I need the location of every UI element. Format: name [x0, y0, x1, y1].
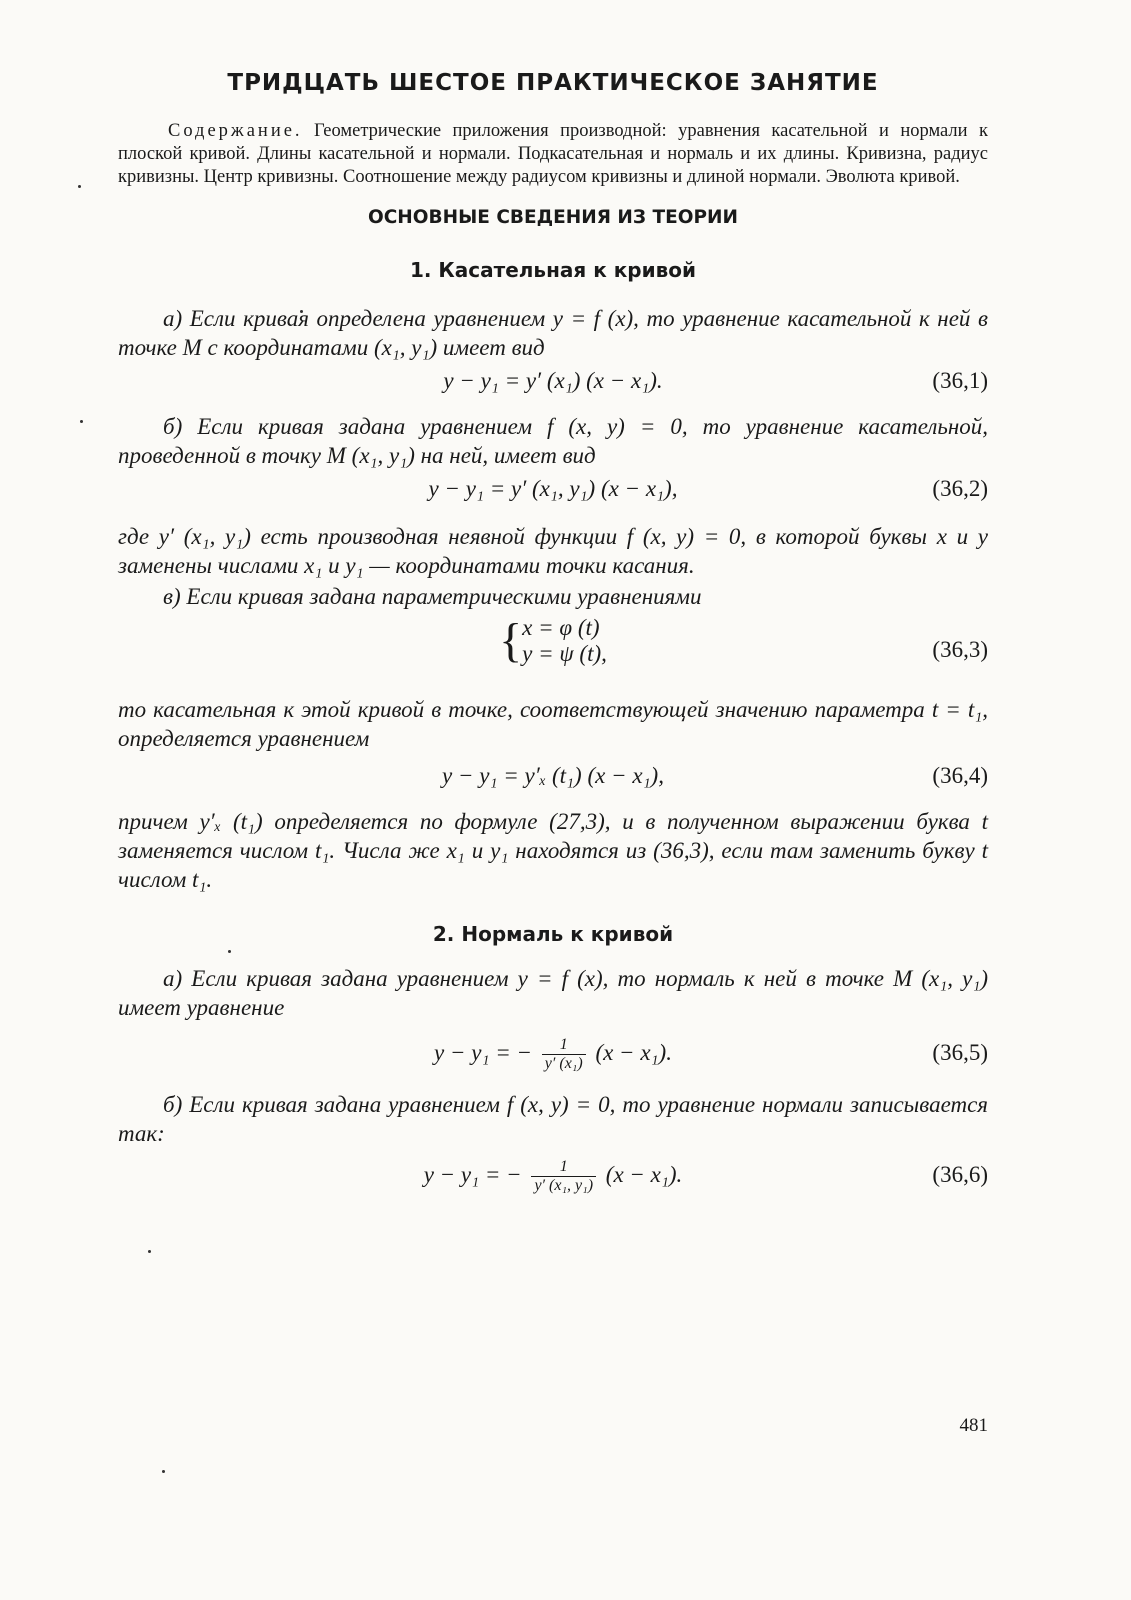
- formula-36-6-right: (x − x₁).: [605, 1161, 683, 1187]
- equation-36-4: [118, 757, 988, 807]
- page-number: 481: [959, 1415, 988, 1436]
- paragraph-1c: в) Если кривая задана параметрическими уравнениями: [163, 584, 702, 609]
- paragraph-1-then: то касательная к этой кривой в точке, соответствующей значению параметра t = t₁, определяется уравнением: [118, 697, 988, 751]
- book-page: [118, 70, 988, 1214]
- formula-36-5-left: y − y₁ = −: [434, 1039, 533, 1065]
- fraction-36-6-denominator: y′ (x₁, y₁): [534, 1177, 594, 1194]
- paragraph-1-where: где y′ (x₁, y₁) есть производная неявной функции f (x, y) = 0, в которой буквы x и y заменены числами x₁ и y₁ — координатами точки касания.: [118, 524, 988, 578]
- fraction-36-5: [542, 1036, 586, 1073]
- system-line-1: x = φ (t): [522, 615, 600, 640]
- equation-36-6: [118, 1148, 988, 1214]
- paragraph-1a: а) Если кривая определена уравнением y = f (x), то уравнение касательной к ней в точке M с координатами (x₁, y₁) имеет вид: [118, 306, 988, 360]
- formula-36-3: [118, 615, 988, 667]
- summary-label: Содержание.: [168, 121, 303, 141]
- equation-36-2: [118, 470, 988, 514]
- system-line-2: y = ψ (t),: [522, 641, 607, 666]
- formula-36-5-right: (x − x₁).: [595, 1039, 672, 1065]
- subsection-1-title: 1. Касательная к кривой: [409, 258, 697, 282]
- speck: [148, 1250, 151, 1253]
- paragraph-2b: б) Если кривая задана уравнением f (x, y) = 0, то уравнение нормали записывается так:: [118, 1092, 988, 1146]
- paragraph-2a: а) Если кривая задана уравнением y = f (x), то нормаль к ней в точке M (x₁, y₁) имеет уравнение: [118, 966, 988, 1020]
- fraction-36-6: [531, 1158, 596, 1195]
- summary-text: Геометрические приложения производной: уравнения касательной и нормали к плоской кривой. Длины касательной и нормали. Подкасательная и нормаль и их длины. Кривизна, радиус кривизны. Центр кривизны. Соотношение между радиусом кривизны и длиной нормали. Эволюта кривой.: [118, 121, 988, 187]
- subsection-2-title: 2. Нормаль к кривой: [432, 922, 674, 946]
- equation-36-5: [118, 1022, 988, 1088]
- formula-36-5: [118, 1036, 988, 1073]
- section-title: ОСНОВНЫЕ СВЕДЕНИЯ ИЗ ТЕОРИИ: [368, 207, 738, 228]
- equation-number-36-2: (36,2): [932, 476, 988, 501]
- speck: [78, 185, 81, 188]
- chapter-title: ТРИДЦАТЬ ШЕСТОЕ ПРАКТИЧЕСКОЕ ЗАНЯТИЕ: [227, 70, 879, 96]
- equation-system: [522, 615, 607, 667]
- equation-number-36-5: (36,5): [932, 1040, 988, 1065]
- equation-36-1: [118, 362, 988, 406]
- summary: [118, 120, 988, 189]
- formula-36-4: y − y₁ = y′ₓ (t₁) (x − x₁),: [442, 763, 664, 788]
- formula-36-1: y − y₁ = y′ (x₁) (x − x₁).: [443, 368, 663, 393]
- fraction-36-6-numerator: 1: [531, 1158, 596, 1177]
- formula-36-2: y − y₁ = y′ (x₁, y₁) (x − x₁),: [428, 476, 678, 501]
- paragraph-1b: б) Если кривая задана уравнением f (x, y) = 0, то уравнение касательной, проведенной в точку M (x₁, y₁) на ней, имеет вид: [118, 414, 988, 468]
- speck: [162, 1470, 165, 1473]
- formula-36-6: [118, 1158, 988, 1195]
- equation-number-36-4: (36,4): [932, 763, 988, 788]
- equation-number-36-6: (36,6): [932, 1162, 988, 1187]
- speck: [80, 420, 83, 423]
- equation-number-36-3: (36,3): [932, 637, 988, 662]
- brace-symbol: {: [499, 614, 523, 667]
- fraction-36-5-numerator: 1: [542, 1036, 586, 1055]
- fraction-36-5-denominator: y′ (x₁): [544, 1055, 583, 1072]
- equation-number-36-1: (36,1): [932, 368, 988, 393]
- formula-36-6-left: y − y₁ = −: [423, 1161, 522, 1187]
- equation-36-3: [118, 611, 988, 695]
- paragraph-1-moreover: причем y′ₓ (t₁) определяется по формуле (27,3), и в полученном выражении буква t заменяется числом t₁. Числа же x₁ и y₁ находятся из (36,3), если там заменить букву t числом t₁.: [118, 809, 988, 892]
